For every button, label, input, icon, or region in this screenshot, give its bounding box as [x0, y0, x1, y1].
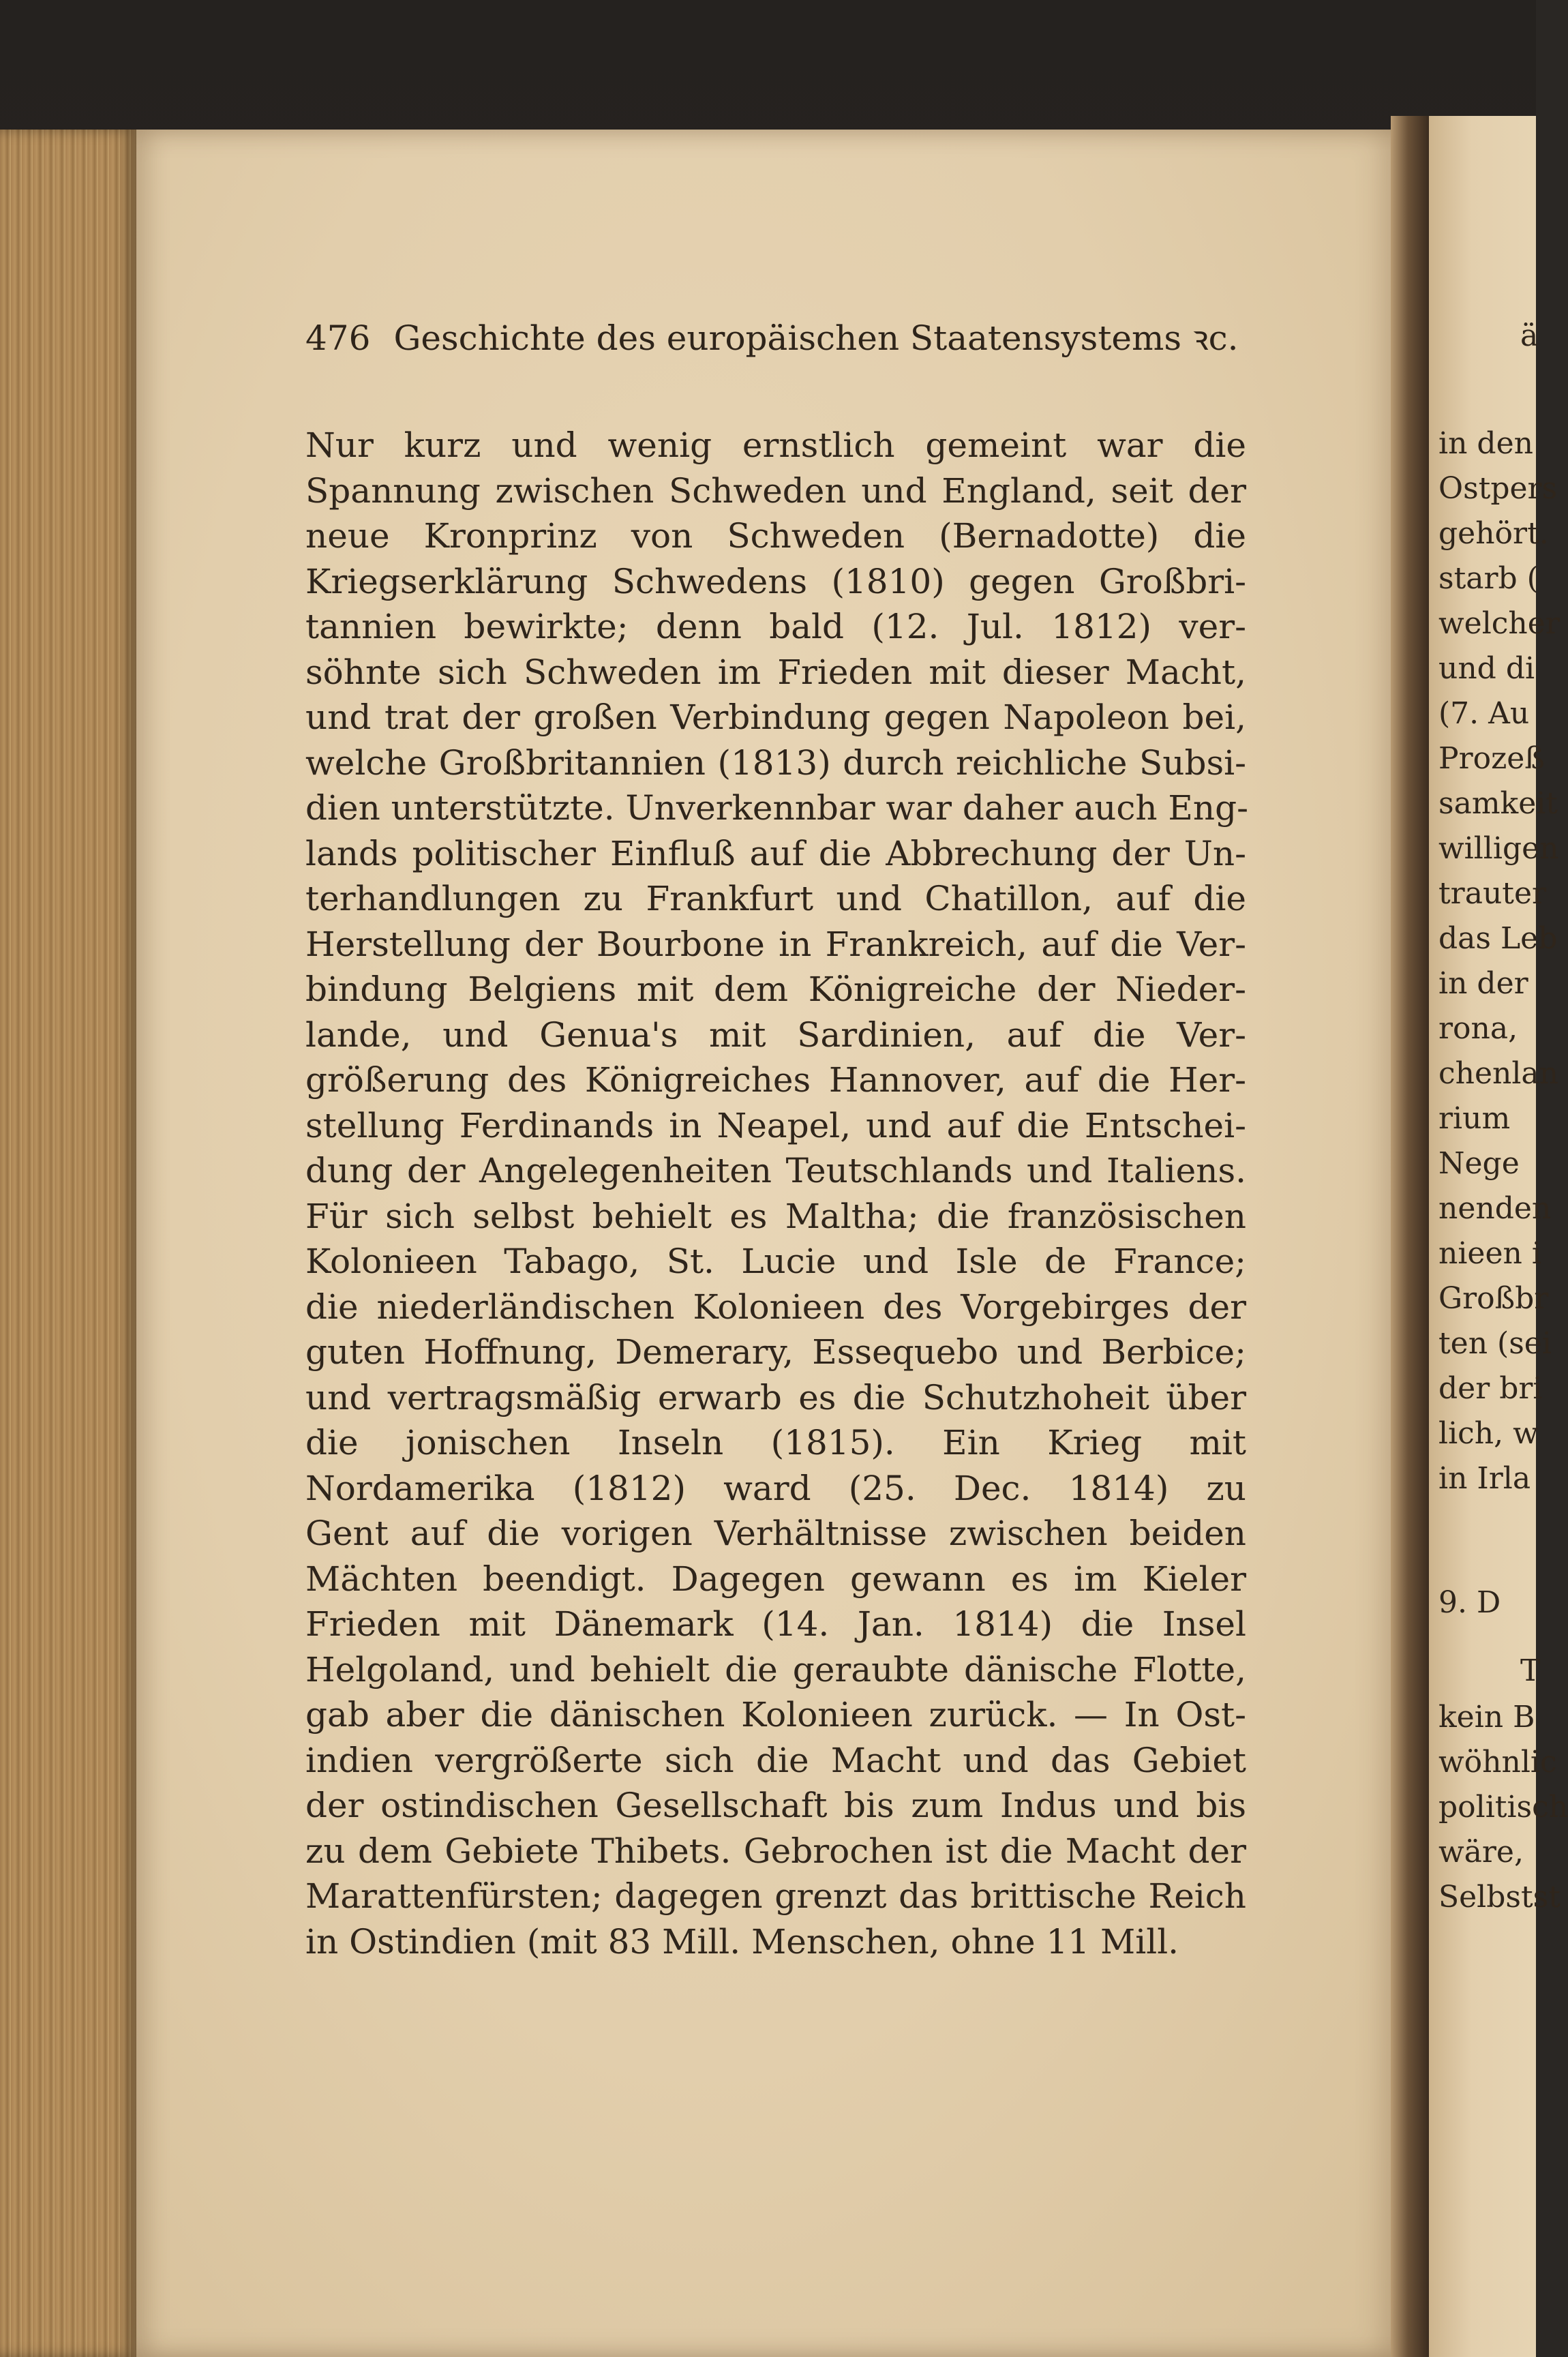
text-line: größerung des Königreiches Hannover, auf die Her-	[305, 1060, 1246, 1100]
facing-text-line: lich, w	[1438, 1416, 1539, 1451]
text-line: Gent auf die vorigen Verhältnisse zwischen beiden	[305, 1514, 1246, 1553]
facing-text-line: nenden	[1438, 1191, 1552, 1226]
running-head-title: Geschichte des europäischen Staatensystems ꝛc.	[393, 318, 1239, 358]
text-line: dien unterstützte. Unverkennbar war daher auch Eng-	[305, 788, 1249, 828]
text-line: Mächten beendigt. Dagegen gewann es im Kieler	[305, 1559, 1246, 1599]
text-line: und vertragsmäßig erwarb es die Schutzhoheit über	[305, 1377, 1246, 1417]
text-line: zu dem Gebiete Thibets. Gebrochen ist die Macht der	[305, 1831, 1246, 1871]
text-line: und trat der großen Verbindung gegen Napoleon bei,	[305, 697, 1246, 737]
facing-text-line: trauter	[1438, 876, 1547, 911]
text-line: Nur kurz und wenig ernstlich gemeint war die	[305, 425, 1246, 465]
text-line: Kolonieen Tabago, St. Lucie und Isle de France;	[305, 1242, 1246, 1281]
book-gutter	[1391, 116, 1429, 2357]
text-line: Marattenfürsten; dagegen grenzt das brittische Reich	[305, 1876, 1246, 1916]
facing-text-line: Ostpers	[1438, 471, 1558, 506]
facing-text-line: rona,	[1438, 1011, 1518, 1046]
facing-text-line: politisch	[1438, 1790, 1568, 1825]
facing-text-line: und di	[1438, 651, 1535, 686]
text-line: Spannung zwischen Schweden und England, seit der	[305, 470, 1246, 511]
facing-text-line: kein B	[1438, 1700, 1535, 1735]
facing-text-line: T	[1520, 1653, 1541, 1688]
text-line: guten Hoffnung, Demerary, Essequebo und Berbice;	[305, 1332, 1246, 1372]
facing-text-line: Nege	[1438, 1146, 1520, 1181]
main-text-block	[305, 423, 1249, 1964]
text-line: Frieden mit Dänemark (14. Jan. 1814) die Insel	[305, 1604, 1246, 1644]
facing-text-line: ä	[1520, 318, 1539, 353]
facing-text-line: Großbr	[1438, 1281, 1549, 1316]
text-line: die jonischen Inseln (1815). Ein Krieg mit	[305, 1423, 1246, 1462]
running-header	[305, 314, 1246, 368]
book-page-edges	[0, 130, 136, 2357]
facing-text-line: in der	[1438, 966, 1528, 1001]
facing-text-line: in Irla	[1438, 1461, 1531, 1496]
facing-text-line: das Leb	[1438, 921, 1558, 956]
facing-text-line: wöhnlic	[1438, 1745, 1557, 1780]
facing-text-line: ten (sei	[1438, 1326, 1552, 1361]
facing-text-line: willigen	[1438, 831, 1559, 866]
text-line: tannien bewirkte; denn bald (12. Jul. 1812) ver-	[305, 607, 1246, 646]
text-line: Für sich selbst behielt es Maltha; die französischen	[305, 1196, 1246, 1236]
text-line: neue Kronprinz von Schweden (Bernadotte) die	[305, 516, 1246, 556]
facing-text-line: samkeit	[1438, 786, 1558, 821]
text-line: lands politischer Einfluß auf die Abbrechung der Un-	[305, 833, 1246, 873]
facing-text-line: in den	[1438, 426, 1533, 461]
facing-text-line: welcher	[1438, 606, 1560, 641]
facing-text-line: chenlan	[1438, 1056, 1558, 1091]
facing-text-line: Prozeß	[1438, 741, 1545, 776]
text-line: Nordamerika (1812) ward (25. Dec. 1814) zu	[305, 1468, 1246, 1508]
facing-text-line: Selbstst	[1438, 1880, 1561, 1915]
text-line: in Ostindien (mit 83 Mill. Menschen, ohne 11 Mill.	[305, 1921, 1179, 1962]
text-line: welche Großbritannien (1813) durch reichliche Subsi-	[305, 742, 1246, 783]
text-line: stellung Ferdinands in Neapel, und auf die Entschei-	[305, 1105, 1246, 1145]
text-line: Herstellung der Bourbone in Frankreich, auf die Ver-	[305, 924, 1246, 964]
facing-text-line: rium	[1438, 1101, 1511, 1136]
text-line: bindung Belgiens mit dem Königreiche der Nieder-	[305, 970, 1246, 1009]
text-line: terhandlungen zu Frankfurt und Chatillon, auf die	[305, 879, 1246, 918]
facing-text-line: wäre,	[1438, 1835, 1524, 1870]
text-line: söhnte sich Schweden im Frieden mit dieser Macht,	[305, 652, 1246, 692]
facing-text-line: 9. D	[1438, 1585, 1501, 1620]
text-line: gab aber die dänischen Kolonieen zurück. — In Ost-	[305, 1695, 1246, 1735]
facing-page-fragment	[1429, 116, 1568, 2357]
facing-text-line: der bri	[1438, 1371, 1543, 1406]
text-line: lande, und Genua's mit Sardinien, auf die Ver-	[305, 1015, 1246, 1055]
text-line: dung der Angelegenheiten Teutschlands und Italiens.	[305, 1151, 1246, 1190]
facing-text-line: (7. Au	[1438, 696, 1530, 731]
text-line: Kriegserklärung Schwedens (1810) gegen Großbri-	[305, 561, 1246, 601]
facing-text-line: starb (	[1438, 561, 1539, 596]
text-line: die niederländischen Kolonieen des Vorgebirges der	[305, 1287, 1246, 1327]
facing-text-line: nieen i	[1438, 1236, 1541, 1271]
page-number: 476	[305, 318, 371, 358]
facing-text-line: gehört.	[1438, 516, 1549, 551]
text-line: Helgoland, und behielt die geraubte dänische Flotte,	[305, 1649, 1246, 1690]
text-line: indien vergrößerte sich die Macht und das Gebiet	[305, 1740, 1246, 1780]
text-line: der ostindischen Gesellschaft bis zum Indus und bis	[305, 1786, 1246, 1825]
